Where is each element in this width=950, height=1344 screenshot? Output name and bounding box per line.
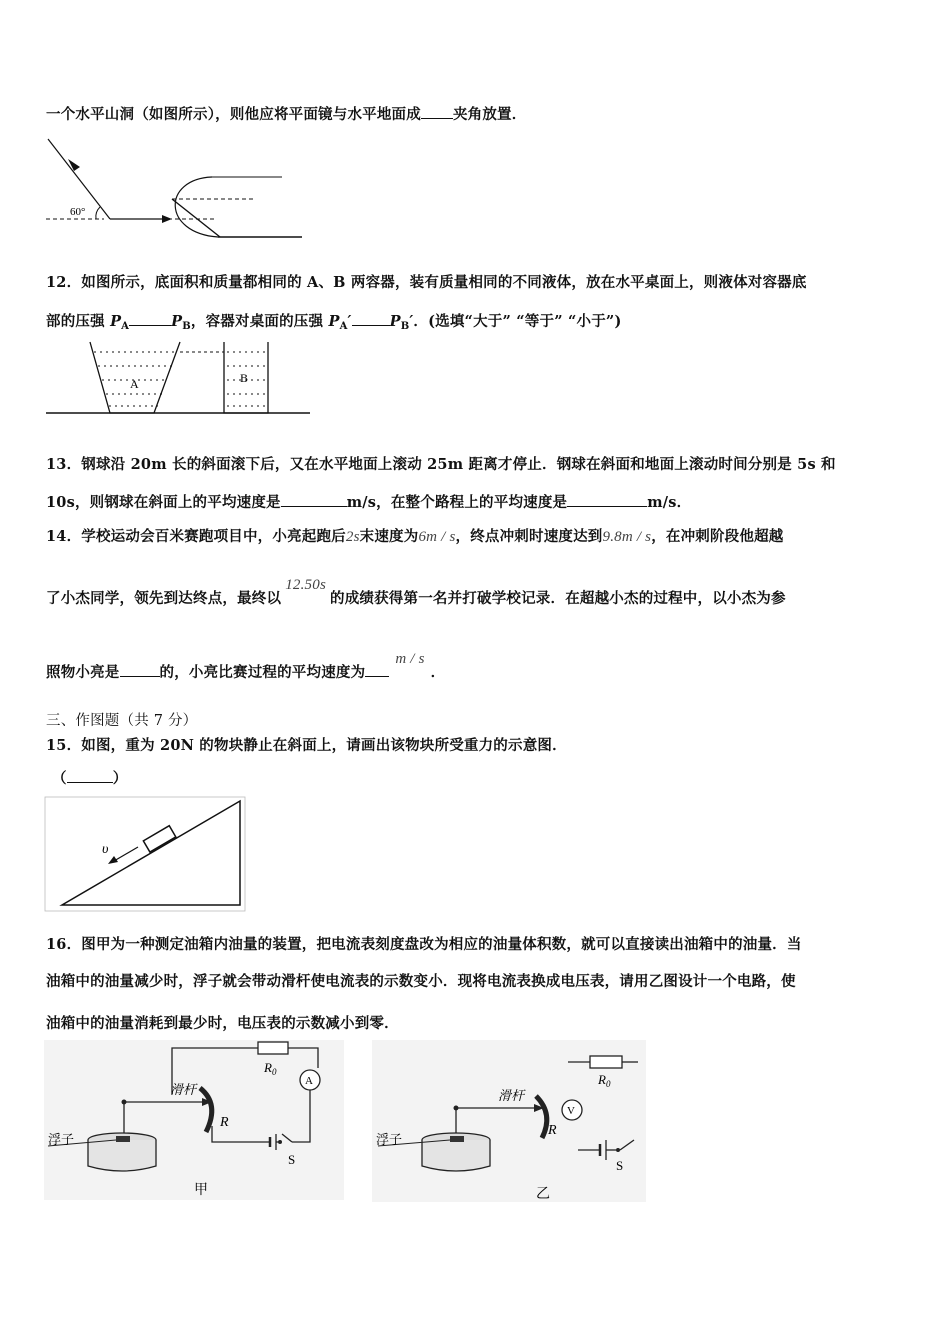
r0-label: $R_0$ [264,1060,277,1077]
figure-yi-label: 乙 [536,1187,550,1202]
voltmeter-label: V [567,1105,575,1117]
switch-label: S [288,1152,296,1167]
q16-figure-yi [372,1040,646,1202]
pressure-pb-prime: $P_B'$ [389,313,414,332]
q14-time-2s: 2s [345,529,360,545]
q12-line-1: 12．如图所示，底面积和质量都相同的 A、B 两容器，装有质量相同的不同液体，放在水平桌面上，则液体对容器底 [46,274,807,291]
q14-line-2: 了小杰同学，领先到达终点，最终以12.50s的成绩获得第一名并打破学校记录．在超越小杰的过程中，以小杰为参 [46,577,786,607]
q12-blank-2[interactable] [352,313,390,326]
q16-line-1: 16．图甲为一种测定油箱内油量的装置，把电流表刻度盘改为相应的油量体积数，就可以直接读出油箱中的油量．当 [46,936,802,953]
q15-answer-line: （ ） [52,770,128,787]
q15-answer-blank[interactable] [67,770,113,783]
r-label: R [220,1115,229,1130]
q14-line-1: 14．学校运动会百米赛跑项目中，小亮起跑后2s末速度为6m / s，终点冲刺时速度达到9.8m / s，在冲刺阶段他超越 [46,528,784,545]
q14-speed-9-8: 9.8m / s [602,529,652,545]
q16-figure-jia [44,1040,344,1200]
q15-velocity-label: υ [102,842,109,857]
figure-jia-label: 甲 [194,1183,208,1198]
q14-line-3: 照物小亮是 的，小亮比赛过程的平均速度为m / s． [46,651,446,681]
pressure-pa: $P_A$ [110,313,130,332]
q15-line-1: 15．如图，重为 20N 的物块静止在斜面上，请画出该物块所受重力的示意图． [46,737,567,754]
rod-label-yi: 滑杆 [498,1088,525,1103]
q14-blank-2[interactable] [365,664,389,677]
q11-angle-label: 60° [70,206,86,218]
q15-incline-figure [44,795,248,913]
q11-text-a: 一个水平山洞（如图所示），则他应将平面镜与水平地面成 [46,106,421,123]
container-a-label: A [130,377,139,391]
q11-line [46,103,526,124]
pressure-pb: $P_B$ [171,313,191,332]
q16-line-3: 油箱中的油量消耗到最少时，电压表的示数减小到零． [46,1015,399,1032]
r0-label-yi: $R_0$ [598,1072,611,1089]
q11-text-b: 夹角放置． [452,106,527,123]
r-label-yi: R [548,1123,557,1138]
q13-line-1: 13．钢球沿 20m 长的斜面滚下后，又在水平地面上滚动 25m 距离才停止．钢球在斜面和地面上滚动时间分别是 5s 和 [46,456,836,473]
q11-answer-blank[interactable] [421,106,453,119]
section-3-heading: 三、作图题（共 7 分） [46,713,198,729]
pressure-pa-prime: $P_A'$ [328,313,352,332]
q11-mirror-figure [44,135,306,245]
q16-line-2: 油箱中的油量减少时，浮子就会带动滑杆使电流表的示数变小．现将电流表换成电压表，请用乙图设计一个电路，使 [46,973,796,990]
rod-label: 滑杆 [170,1082,197,1097]
float-label: 浮子 [48,1132,75,1147]
q13-blank-1[interactable] [281,494,347,507]
ammeter-label: A [305,1075,313,1087]
q14-blank-1[interactable] [120,664,160,677]
q12-blank-1[interactable] [129,313,171,326]
q13-blank-2[interactable] [567,494,647,507]
q14-speed-6: 6m / s [418,529,456,545]
q13-line-2: 10s，则钢球在斜面上的平均速度是 m/s，在整个路程上的平均速度是 m/s． [46,494,692,511]
q12-line-2: 部的压强 $P_A$ $P_B$，容器对桌面的压强 $P_A'$ $P_B'$．(选填“大于” “等于” “小于”) [46,313,622,332]
container-b-label: B [240,371,249,385]
float-label-yi: 浮子 [376,1132,403,1147]
q12-containers-figure [46,340,312,418]
q14-unit: m / s [395,651,425,667]
switch-label-yi: S [616,1158,624,1173]
q14-time-12-50: 12.50s [285,577,326,593]
